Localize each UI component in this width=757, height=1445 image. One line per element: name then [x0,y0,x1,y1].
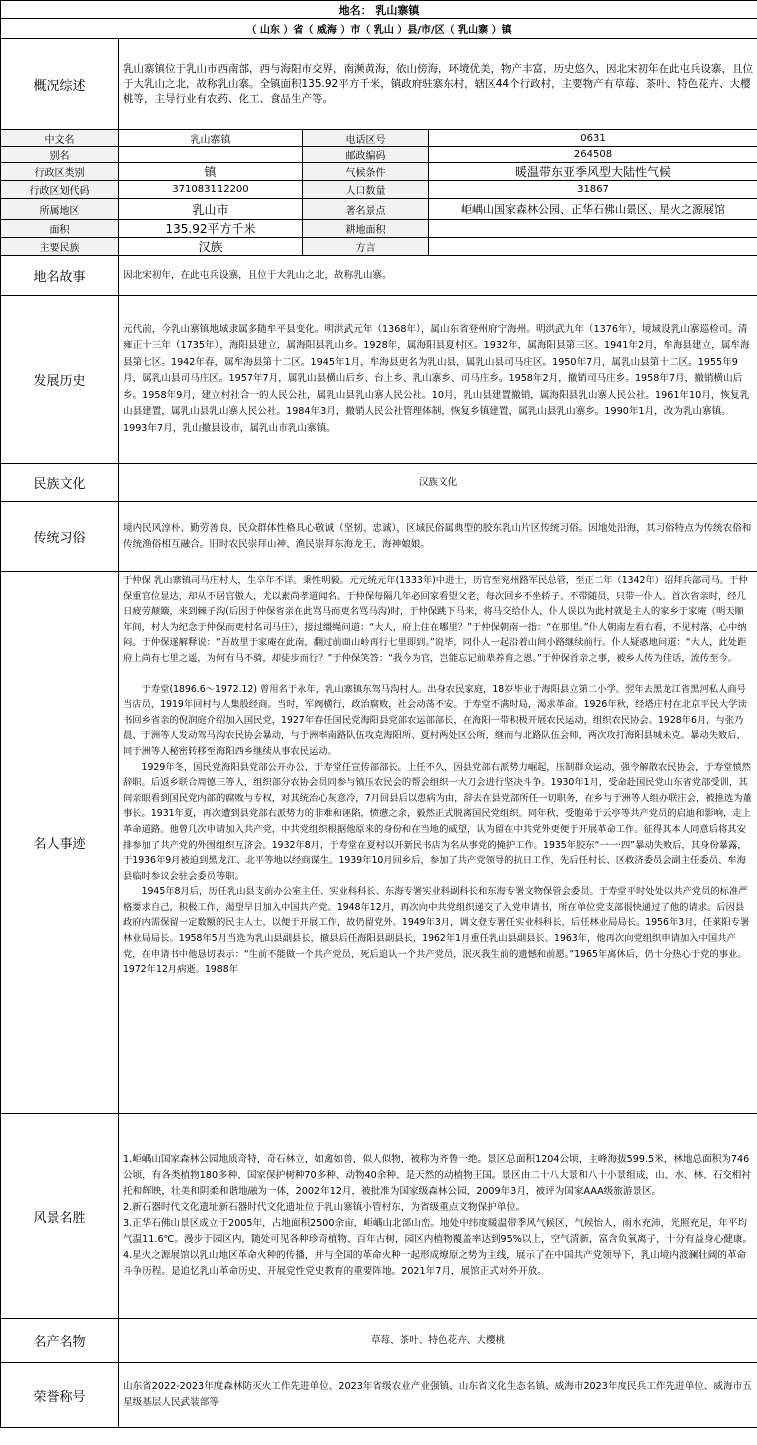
history-text: 元代前，今乳山寨镇地域隶属多随牟平县变化。明洪武元年（1368年），属山东省登州府宁海州。明洪武九年（1376年），境域设乳山寨巡检司。清雍正十三年（1735年），海阳县建立，属海阳县乳山乡。1928年，属海阳县夏村区。1932年，属海阳县第三区。1941年2月，牟海县建立，属牟海县第七区。1942年春，属牟海县第十二区。1945年1月，牟海县更名为乳山县，属乳山县司马庄区。1950年7月，属乳山县第十二区。1955年9月，属乳山县司马庄区。1957年7月，属乳山县横山后乡、台上乡、乳山寨乡、司马庄乡。1958年2月，撤销司马庄乡。1958年7月，撤销横山后乡。1958年9月，建立村社合一的人民公社，属乳山县乳山寨人民公社。10月，乳山县建置撤销，属海阳县乳山寨人民公社。1961年10月，恢复乳山县建置，属乳山县乳山寨人民公社。1984年3月，撤销人民公社管理体制，恢复乡镇建置，属乳山县乳山寨乡。1990年1月，改为乳山寨镇。1993年7月，乳山撤县设市，属乳山市乳山寨镇。 [119,296,757,464]
sights-label: 著名景点 [303,199,429,220]
name-story-text: 因北宋初年，在此屯兵设寨，且位于大乳山之北，故称乳山寨。 [119,256,757,296]
overview-text: 乳山寨镇位于乳山市西南部，西与海阳市交界，南濒黄海，依山傍海，环境优美，物产丰富，历史悠久，因北宋初年在此屯兵设寨，且位于大乳山之北，故称乳山寨。全镇面积135.92平方千米，镇政府驻寨东村，辖区44个行政村，主要物产有草莓、茶叶、特色花卉、大樱桃等，主导行业有农药、化工、食品生产等。 [119,39,757,130]
products-label: 名产名物 [1,1319,119,1363]
dialect-label: 方言 [303,238,429,256]
scenery-item: 3.正华石佛山景区成立于2005年，占地面积2500余亩，岠嵎山北部山峦。地处中纬度暖温带季风气候区，气候怡人，雨水充沛，光照充足，年平均气温11.6℃。漫步于园区内，随处可见各种珍奇植物、百年古树，园区内植物覆盖率达到95%以上，空气清新，富含负氧离子，十分有益身心健康。 [123,1218,753,1245]
phone-label: 电话区号 [303,130,429,147]
alias-value [119,147,303,163]
scenery-item: 1.岠嵎山国家森林公园地质奇特，奇石林立，如禽如兽，似人似物，被称为齐鲁一绝。景区总面积1204公顷，主峰海拔599.5米，林地总面积为746公顷，有各类植物180多种、国家保护树种70多种、动物40余种、是天然的动植物王国。景区由二十八大景和八十小景组成，山、水、林、石交相衬托和辉映，壮美和阴柔和谐地融为一体，2002年12月，被批准为国家级森林公园，2009年3月，被评为国家AAA级旅游景区。 [123,1154,751,1197]
admin-type-value: 镇 [119,163,303,181]
climate-value: 暖温带东亚季风型大陆性气候 [429,163,757,181]
ethnic-culture-label: 民族文化 [1,464,119,502]
sights-value: 岠嵎山国家森林公园、正华石佛山景区、星火之源展馆 [429,199,757,220]
people-para: 于寿堂(1896.6～1972.12) 曾用名于永年，乳山寨镇东驾马沟村人。出身农民家庭，18岁毕业于海阳县立第二小学。翌年去黑龙江省黑河私人商号当店员，1919年回村与人集股经商。当时，军阀横行，政治腐败，社会动荡不安。于寿堂不满时局，渴求革命。1926年秋，经塔庄村在北京平民大学读书回乡省亲的倪润庭介绍加入国民党，1927年春任国民党海阳县党部农运部部长，在海阳一带积极开展农民运动，组织农民协会。1928年6月，与张乃晨、于洲等人发动驾马沟农民协会暴动，与于洲率南路队伍攻克海阳所、夏村两处区公所，继而与北路队伍会师，两次攻打海阳县城未克。暴动失败后，同于洲等人秘密转移至海阳西乡继续从事农民运动。 [123,683,747,757]
area-label: 面积 [1,220,119,238]
cn-name-value: 乳山寨镇 [119,130,303,147]
scenery-item: 2.新石器时代文化遗址新石器时代文化遗址位于乳山寨镇小管村东，为省级重点文物保护单位。 [123,1202,526,1213]
dialect-value [429,238,757,256]
people-para: 1945年8月后，历任乳山县支前办公室主任、实业科科长、东海专署实业科副科长和东海专署文物保管会委员。于寿堂平时处处以共产党员的标准严格要求自己，积极工作，渴望早日加入中国共产党。1948年12月，再次向中共党组织递交了入党申请书，所在单位党支部很快通过了他的请求。后因县政府内需保留一定数额的民主人士，以便于开展工作，故仍留党外。1949年3月，调文登专署任实业科科长，后任林业局局长。1956年3月，任莱阳专署林业局局长。1958年5月当选为乳山县副县长，撤县后任海阳县副县长，1962年1月重任乳山县副县长。1963年，他再次向党组织申请加入中国共产党，在申请书中他恳切表示：“生前不能做一个共产党员，死后追认一个共产党员，泯灭我生前的遗憾和前愿。”1965年离休后，仍十分热心于党的事业。1972年12月病逝。1988年 [123,886,750,976]
scenery-item: 4.星火之源展馆以乳山地区革命火种的传播，并与全国的革命火种一起形成燎原之势为主线，展示了在中国共产党领导下，乳山境内波澜壮阔的革命斗争历程。是追忆乳山革命历史、开展党性党史教育的重要阵地。2021年7月，展馆正式对外开放。 [123,1250,747,1277]
location-line: （ 山东 ）省（ 威海 ）市（ 乳山 ）县/市/区（ 乳山寨 ）镇 [1,19,757,39]
scenery-label: 风景名胜 [1,1114,119,1319]
region-value: 乳山市 [119,199,303,220]
scenery-text [119,1114,757,1319]
phone-value: 0631 [429,130,757,147]
custom-text: 境内民风淳朴、勤劳善良，民众群体性格具心敬诚（坚韧、忠诚），区域民俗属典型的胶东乳山片区传统习俗。因地处沿海，其习俗特点为传统农俗和传统渔俗相互融合。旧时农民崇拜山神、渔民崇拜东海龙王、海神娘娘。 [119,502,757,572]
alias-label: 别名 [1,147,119,163]
farmland-label: 耕地面积 [303,220,429,238]
ethnic-culture-text: 汉族文化 [119,464,757,502]
people-para: 1929年冬，国民党海阳县党部公开办公，于寿堂任宣传部部长。上任不久，因县党部右派势力崛起，压制群众运动，强令解散农民协会，于寿堂愤然辞职。后返乡联合周德三等人，组织部分农协会员同参与镇压农民会的帮会组织一大刀会进行坚决斗争。1930年1月，受命赴国民党山东省党部受训，其间亲眼看到国民党内部的腐败与专权，对其统治心灰意冷，7月回县后以患病为由，辞去在县党部所任一切职务，在乡与于洲等人组办联庄会，被推选为董事长。1931年夏，再次遭到县党部右派势力的非难和诬陷，愤懑之余，毅然正式脱离国民党组织。同年秋，受胞弟于云亭等共产党员的启迪和影响，走上革命道路。他曾几次申请加入共产党，中共党组织根据他原来的身份和在当地的威望，认为留在中共党外更便于开展革命工作。征得其本人同意后将其安排参加了共产党的外围组织互济会。1932年8月，于寿堂在夏村以开新民书店为名从事党的掩护工作。1935年胶东“一一·四”暴动失败后，其身份暴露，于1936年9月被迫到黑龙江、北平等地以经商谋生。1939年10月回乡后，参加了共产党领导的抗日工作，先后任村长、区救济委员会副主任委员、牟海县临时参议会驻会委员等职。 [123,761,752,882]
products-text: 草莓、茶叶、特色花卉、大樱桃 [119,1319,757,1363]
admin-type-label: 行政区类别 [1,163,119,181]
people-para: 于仲保 乳山寨镇司马庄村人，生卒年不详。秉性明毅。元元统元年(1333年)中进士，历官至兖州路军民总管，至正二年（1342年）诏拜兵部司马。于仲保重官位显达，却从不居官傲人，尤以素尚孝道闻名。于仲保每隔几年必回家看望父老，每次回乡不坐轿子、不带随员，只带一仆人。首次省亲时，经几日疲劳颠簸，来到棘子沟(后因于仲保省亲在此骂马而更名骂马沟)时，于仲保跳下马来，将马交给仆人，仆人误以为此村就是主人的家乡于家庵（明天顺年间，村人为纪念于仲保而更村名司马庄），接过缰绳问道：“大人，府上住在哪里？”于仲保朝南一指：“在那里。”仆人朝南左看右看，不见村落，心中纳闷。于仲保遂解释说：“吾故里于家庵在此南，翻过前面山岭再行七里即到。”说毕，同仆人一起沿着山间小路继续前行。仆人疑惑地问道：“大人，此处距府上尚有七里之遥，为何有马不骑，却徒步而行？”于仲保笑答：“我今为官，岂能忘记前辈养育之恩。”于仲保首亲之事，被乡人传为佳话，流传至今。 [123,575,748,664]
history-label: 发展历史 [1,296,119,464]
page-title: 地名： 乳山寨镇 [1,1,757,19]
postal-value: 264508 [429,147,757,163]
code-value: 371083112200 [119,181,303,199]
honors-text: 山东省2022-2023年度森林防灭火工作先进单位、2023年省级农业产业强镇、山东省文化生态名镇、威海市2023年度民兵工作先进单位、威海市五星级基层人民武装部等 [119,1363,757,1428]
climate-label: 气候条件 [303,163,429,181]
population-label: 人口数量 [303,181,429,199]
people-text [119,572,757,1114]
ethnic-main-label: 主要民族 [1,238,119,256]
region-label: 所属地区 [1,199,119,220]
people-label: 名人事迹 [1,572,119,1114]
postal-label: 邮政编码 [303,147,429,163]
overview-label: 概况综述 [1,39,119,130]
code-label: 行政区划代码 [1,181,119,199]
farmland-value [429,220,757,238]
honors-label: 荣誉称号 [1,1363,119,1428]
custom-label: 传统习俗 [1,502,119,572]
ethnic-main-value: 汉族 [119,238,303,256]
cn-name-label: 中文名 [1,130,119,147]
population-value: 31867 [429,181,757,199]
area-value: 135.92平方千米 [119,220,303,238]
name-story-label: 地名故事 [1,256,119,296]
